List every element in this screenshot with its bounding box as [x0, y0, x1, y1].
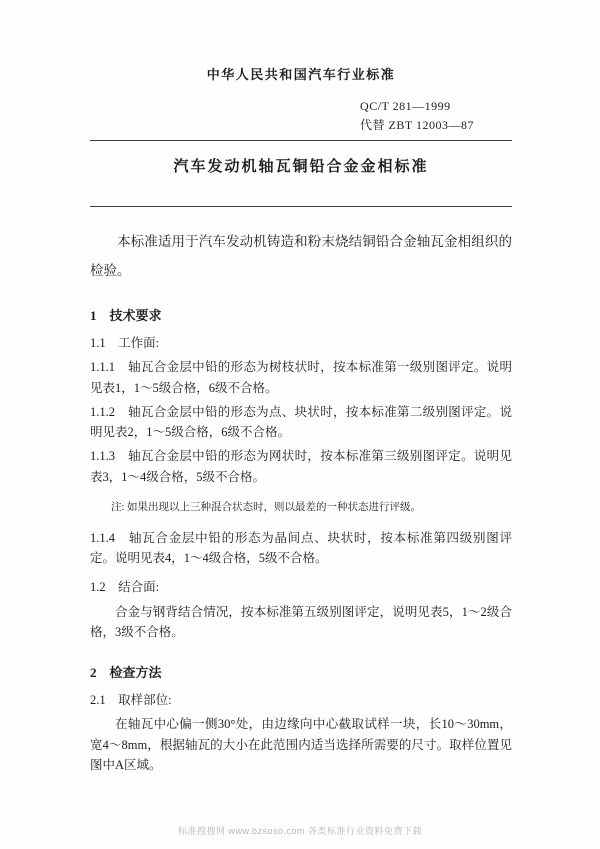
section-1-heading: 1 技术要求 — [90, 308, 162, 324]
clause-1-1-1: 1.1.1 轴瓦合金层中铅的形态为树枝状时，按本标准第一级别图评定。说明见表1，1～5级合格，6级不合格。 — [90, 360, 512, 395]
clause-2-1-body: 在轴瓦中心偏一侧30°处，由边缘向中心截取试样一块，长10～30mm，宽4～8mm，根据轴瓦的大小在此范围内适当选择所需要的尺寸。取样位置见图中A区域。 — [90, 717, 512, 772]
clause-1-1-3: 1.1.3 轴瓦合金层中铅的形态为网状时，按本标准第三级别图评定。说明见表3，1～4级合格，5级不合格。 — [90, 449, 512, 484]
section-2-heading: 2 检查方法 — [90, 665, 162, 681]
document-title: 汽车发动机轴瓦铜铅合金金相标准 — [173, 159, 429, 176]
standard-code: QC/T 281—1999 — [360, 99, 451, 113]
clause-1-2-body: 合金与钢背结合情况，按本标准第五级别图评定，说明见表5，1～2级合格，3级不合格。 — [90, 604, 512, 639]
standard-supersedes: 代替 ZBT 12003—87 — [360, 117, 474, 132]
standard-org-title: 中华人民共和国汽车行业标准 — [206, 67, 396, 82]
note-paragraph: 注: 如果出现以上三种混合状态时，则以最差的一种状态进行评级。 — [111, 501, 422, 513]
clause-1-1-4: 1.1.4 轴瓦合金层中铅的形态为晶间点、块状时，按本标准第四级别图评定。说明见表4，1～4级合格，5级不合格。 — [90, 530, 512, 566]
title-rule — [90, 206, 512, 207]
clause-1-2: 1.2 结合面: — [90, 580, 160, 595]
header-rule — [90, 140, 512, 141]
clause-2-1: 2.1 取样部位: — [90, 693, 172, 708]
clause-1-1: 1.1 工作面: — [90, 336, 160, 351]
clause-1-1-2: 1.1.2 轴瓦合金层中铅的形态为点、块状时，按本标准第二级别图评定。说明见表2，1～5级合格，6级不合格。 — [90, 404, 512, 440]
standard-code-block — [360, 97, 474, 134]
scope-paragraph: 本标准适用于汽车发动机铸造和粉末烧结铜铅合金轴瓦金相组织的检验。 — [90, 234, 512, 279]
watermark-footer: 标准搜搜网 www.bzsoso.com 各类标准行业资料免费下载 — [177, 826, 423, 836]
